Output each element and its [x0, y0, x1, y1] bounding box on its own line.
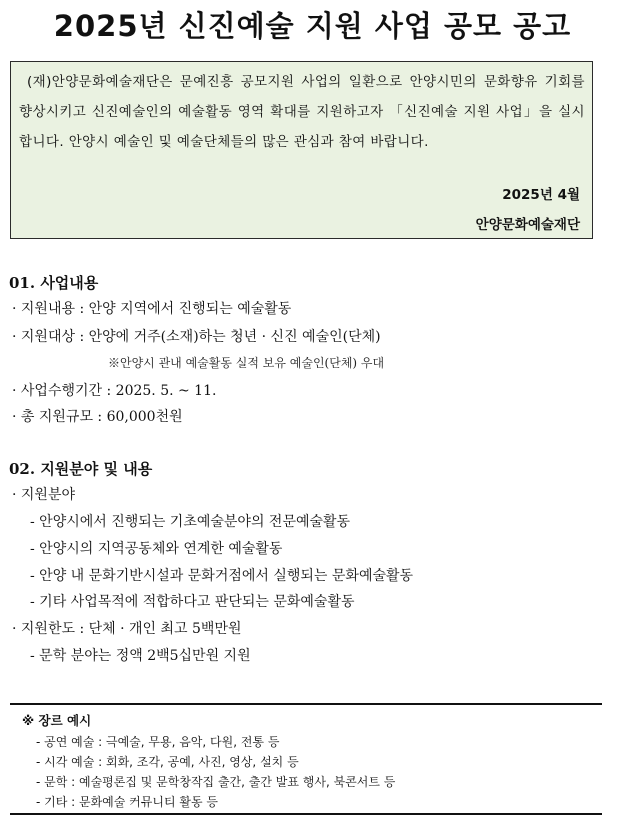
- genre-item: - 기타 : 문화예술 커뮤니티 활동 등: [36, 795, 218, 809]
- notice-organization: 안양문화예술재단: [475, 217, 580, 233]
- field-label: · 지원분야: [12, 487, 75, 503]
- field-item: - 안양 내 문화기반시설과 문화거점에서 실행되는 문화예술활동: [30, 568, 414, 584]
- section-1-title: 01. 사업내용: [9, 274, 99, 292]
- section-1-item: · 사업수행기간 : 2025. 5. ~ 11.: [12, 383, 217, 399]
- section-1-item: · 지원대상 : 안양에 거주(소재)하는 청년 · 신진 예술인(단체): [12, 329, 381, 345]
- genre-item: - 문학 : 예술평론집 및 문학창작집 출간, 출간 발표 행사, 북콘서트 등: [36, 775, 396, 789]
- genre-examples-box: [10, 703, 602, 815]
- notice-date: 2025년 4월: [502, 187, 580, 203]
- section-1-item: · 지원내용 : 안양 지역에서 진행되는 예술활동: [12, 301, 292, 317]
- limit-label: · 지원한도 : 단체 · 개인 최고 5백만원: [12, 621, 242, 637]
- section-2-title: 02. 지원분야 및 내용: [9, 460, 153, 478]
- section-1-item: · 총 지원규모 : 60,000천원: [12, 409, 183, 425]
- preference-note: ※안양시 관내 예술활동 실적 보유 예술인(단체) 우대: [108, 356, 385, 370]
- notice-body: (재)안양문화예술재단은 문예진흥 공모지원 사업의 일환으로 안양시민의 문화향유 기회를 향상시키고 신진예술인의 예술활동 영역 확대를 지원하고자 「신진예술 지원 사업」을 실시합니다. 안양시 예술인 및 예술단체들의 많은 관심과 참여 바랍니다.: [19, 74, 585, 150]
- limit-note: - 문학 분야는 정액 2백5십만원 지원: [30, 648, 251, 664]
- page-title: 2025년 신진예술 지원 사업 공모 공고: [53, 9, 572, 43]
- genre-item: - 공연 예술 : 극예술, 무용, 음악, 다원, 전통 등: [36, 735, 280, 749]
- field-item: - 기타 사업목적에 적합하다고 판단되는 문화예술활동: [30, 594, 355, 610]
- genre-item: - 시각 예술 : 회화, 조각, 공예, 사진, 영상, 설치 등: [36, 755, 299, 769]
- field-item: - 안양시에서 진행되는 기초예술분야의 전문예술활동: [30, 514, 351, 530]
- genre-title: ※ 장르 예시: [22, 713, 92, 728]
- notice-box: [10, 61, 593, 239]
- field-item: - 안양시의 지역공동체와 연계한 예술활동: [30, 541, 283, 557]
